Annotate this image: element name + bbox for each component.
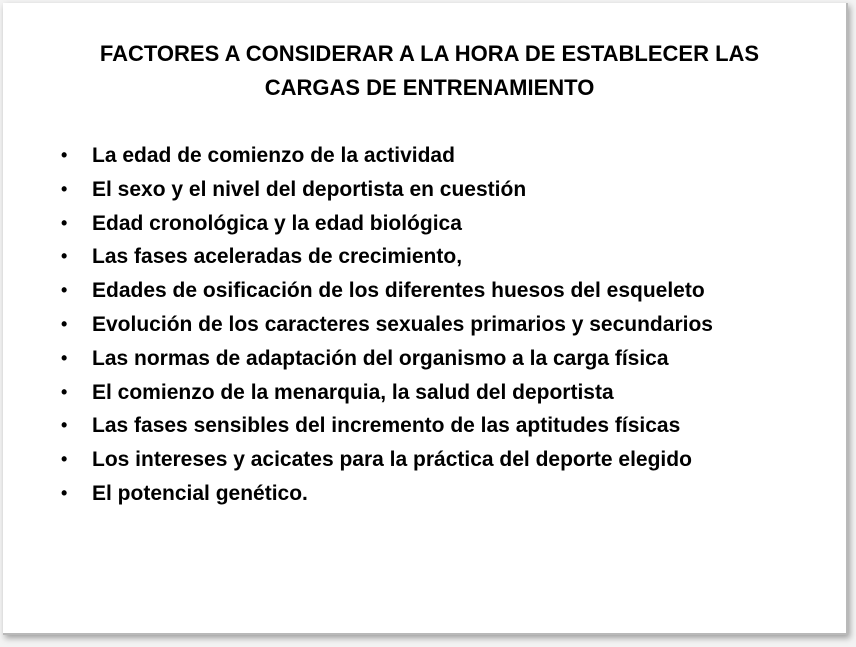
bullet-icon: • — [61, 313, 68, 334]
list-item-text: Edades de osificación de los diferentes huesos del esqueleto — [92, 279, 705, 303]
bullet-icon: • — [61, 145, 68, 165]
list-item — [61, 443, 713, 477]
list-item-text: Las normas de adaptación del organismo a la carga física — [92, 346, 669, 370]
list-item-text: El comienzo de la menarquia, la salud del deportista — [92, 380, 614, 404]
list-item-text: Los intereses y acicates para la práctica del deporte elegido — [92, 448, 692, 472]
list-item — [61, 207, 713, 241]
bullet-icon: • — [61, 246, 68, 267]
slide — [3, 3, 848, 635]
list-item-text: Las fases sensibles del incremento de las aptitudes físicas — [92, 414, 681, 438]
list-item-text: La edad de comienzo de la actividad — [92, 144, 455, 167]
list-item-text: Evolución de los caracteres sexuales primarios y secundarios — [92, 312, 713, 336]
list-item-text: Las fases aceleradas de crecimiento, — [92, 245, 463, 269]
list-item — [61, 477, 713, 511]
slide-title-line-1: FACTORES A CONSIDERAR A LA HORA DE ESTABLECER LAS — [99, 41, 760, 66]
list-item-text: Edad cronológica y la edad biológica — [92, 211, 462, 235]
bullet-icon: • — [61, 280, 68, 301]
factor-list — [61, 139, 713, 511]
bullet-icon: • — [61, 347, 68, 368]
bullet-icon: • — [61, 381, 68, 402]
bullet-icon: • — [61, 212, 68, 233]
bullet-icon: • — [61, 415, 68, 436]
slide-title — [3, 37, 856, 105]
list-item-text: El potencial genético. — [92, 481, 308, 505]
list-item — [61, 308, 713, 342]
bullet-icon: • — [61, 449, 68, 470]
bullet-icon: • — [61, 482, 68, 503]
bullet-icon: • — [61, 178, 68, 199]
list-item — [61, 240, 713, 274]
list-item — [61, 342, 713, 376]
list-item — [61, 139, 713, 173]
list-item — [61, 376, 713, 410]
list-item — [61, 409, 713, 443]
list-item — [61, 173, 713, 207]
list-item-text: El sexo y el nivel del deportista en cuestión — [92, 177, 527, 201]
slide-title-line-2: CARGAS DE ENTRENAMIENTO — [264, 75, 595, 100]
list-item — [61, 274, 713, 308]
